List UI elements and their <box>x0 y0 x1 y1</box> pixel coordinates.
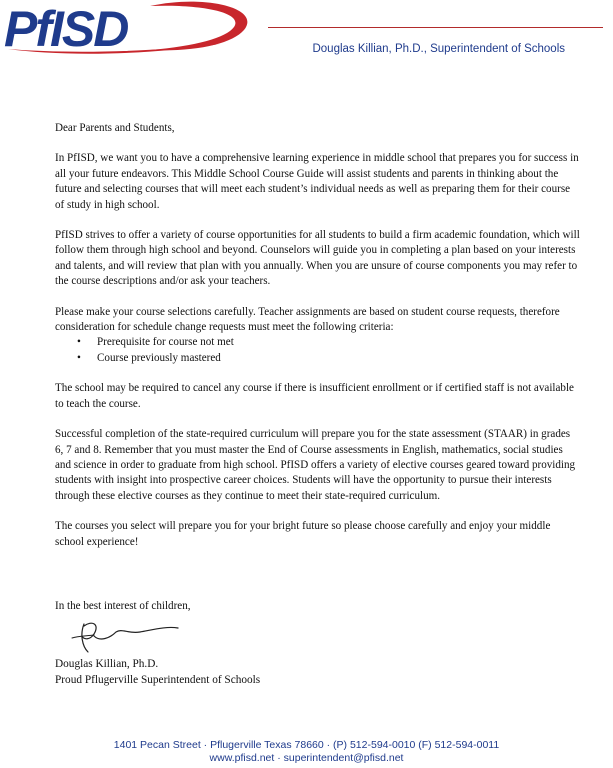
footer <box>0 739 613 765</box>
superintendent-header: Douglas Killian, Ph.D., Superintendent of Schools <box>312 43 565 55</box>
salutation: Dear Parents and Students, <box>55 122 175 134</box>
signature-icon <box>70 612 180 658</box>
footer-address: 1401 Pecan Street · Pflugerville Texas 78660 · (P) 512-594-0010 (F) 512-594-0011 <box>113 739 500 751</box>
paragraph-cancellation: The school may be required to cancel any course if there is insufficient enrollment or if certified staff is not available to teach the course. <box>55 382 574 410</box>
paragraph-intro: In PfISD, we want you to have a comprehensive learning experience in middle school that prepares you for success in all your future endeavors. This Middle School Course Guide will assist students and parents in thinking about the future and selecting courses that will meet each student’s individual needs as well as preparing them for their course of study in high school. <box>55 152 579 211</box>
paragraph-opportunities: PfISD strives to offer a variety of course opportunities for all students to build a firm academic foundation, which will follow them through high school and beyond. Counselors will guide you in completing a plan based on your interests and talents, and will review that plan with you annually. When you are unsure of course components you may refer to the course descriptions and/or ask your teachers. <box>55 229 580 288</box>
list-item: • Prerequisite for course not met <box>55 335 580 350</box>
paragraph-curriculum: Successful completion of the state-required curriculum will prepare you for the state assessment (STAAR) in grades 6, 7 and 8. Remember that you must master the End of Course assessments in English, mathematics, social studies and science in order to graduate from high school. PfISD offers a variety of elective courses geared toward providing students with insight into prospective career choices. Students will have the opportunity to pursue their interests through these elective courses as they continue to meet their state-required curriculum. <box>55 428 576 502</box>
bullet-icon: • <box>77 351 81 364</box>
header-rule <box>268 27 603 28</box>
bullet-icon: • <box>77 336 81 349</box>
paragraph-closing-note: The courses you select will prepare you for your bright future so please choose carefully and enjoy your middle school experience! <box>55 520 551 548</box>
closing-line: In the best interest of children, <box>55 600 191 612</box>
signer-title: Proud Pflugerville Superintendent of Schools <box>55 673 261 686</box>
criteria-list <box>55 335 580 366</box>
signer-name: Douglas Killian, Ph.D. <box>55 658 159 670</box>
paragraph-selections: Please make your course selections carefully. Teacher assignments are based on student course requests, therefore consideration for schedule change requests must meet the following criteria: <box>55 305 560 334</box>
svg-text:PfISD: PfISD <box>4 1 128 56</box>
signature-block <box>55 657 260 688</box>
list-item: • Course previously mastered <box>55 351 580 366</box>
letter-body <box>55 121 580 565</box>
footer-web: www.pfisd.net · superintendent@pfisd.net <box>209 752 404 764</box>
